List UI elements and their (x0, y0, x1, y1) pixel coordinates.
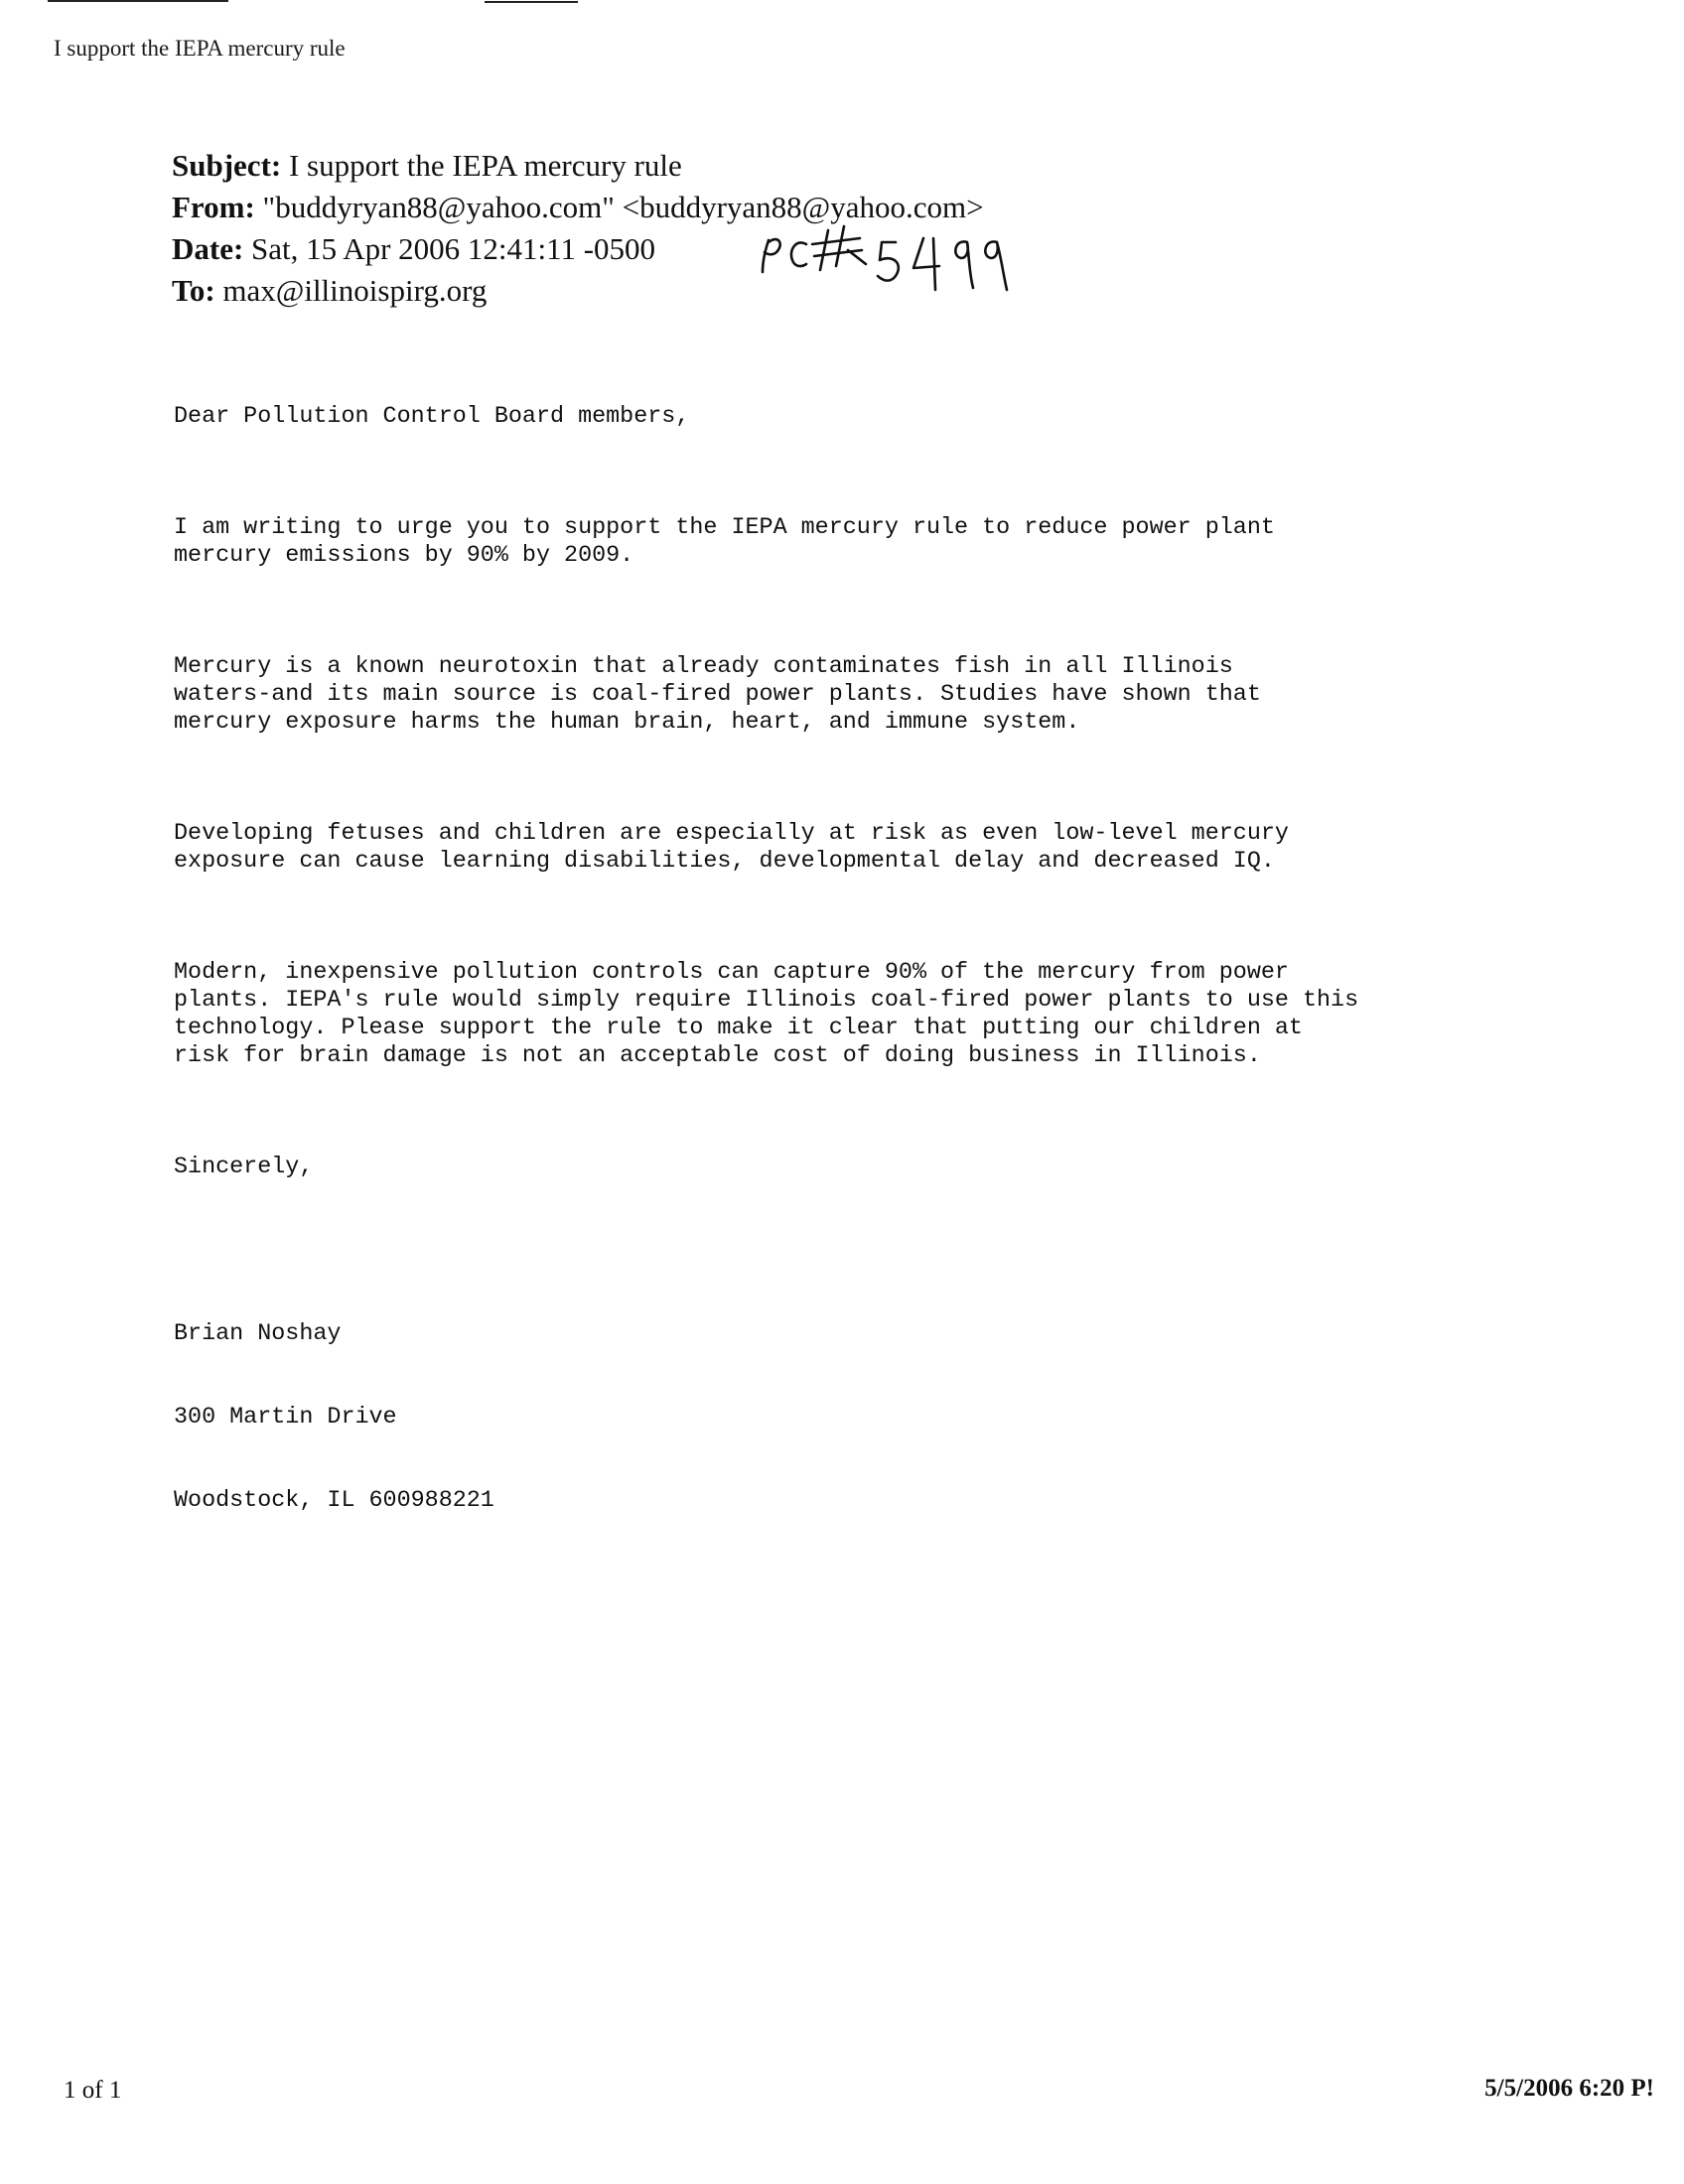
to-value: max@illinoispirg.org (222, 273, 488, 308)
subject-label: Subject: (172, 148, 282, 183)
printed-datetime: 5/5/2006 6:20 P! (1484, 2075, 1654, 2102)
signature-address-line2: Woodstock, IL 600988221 (174, 1488, 494, 1514)
page-count: 1 of 1 (64, 2077, 122, 2104)
date-label: Date: (172, 231, 244, 266)
page-header-title: I support the IEPA mercury rule (54, 36, 346, 61)
handwritten-pc-number (755, 220, 1052, 320)
date-value: Sat, 15 Apr 2006 12:41:11 -0500 (251, 231, 656, 266)
email-body (174, 347, 1544, 1598)
to-label: To: (172, 273, 215, 308)
body-paragraph: Developing fetuses and children are especially at risk as even low-level mercury exposure can cause learning disabilities, developmental delay and decreased IQ. (174, 821, 1289, 875)
body-paragraph: Mercury is a known neurotoxin that already contaminates fish in all Illinois waters-and its main source is coal-fired power plants. Studies have shown that mercury exposure harms the human brain, heart, and immune system. (174, 654, 1261, 736)
from-label: From: (172, 190, 255, 224)
scan-rule-left (48, 0, 228, 2)
signature-block (174, 1265, 1544, 1570)
subject-value: I support the IEPA mercury rule (288, 148, 682, 183)
signature-address-line1: 300 Martin Drive (174, 1405, 397, 1431)
salutation: Dear Pollution Control Board members, (174, 404, 690, 430)
signature-name: Brian Noshay (174, 1321, 342, 1347)
from-value: "buddyryan88@yahoo.com" <buddyryan88@yahoo.com> (262, 190, 984, 224)
subject-row (172, 145, 984, 187)
closing: Sincerely, (174, 1155, 314, 1180)
scan-rule-right (485, 1, 578, 3)
body-paragraph: I am writing to urge you to support the IEPA mercury rule to reduce power plant mercury emissions by 90% by 2009. (174, 515, 1275, 569)
body-paragraph: Modern, inexpensive pollution controls can capture 90% of the mercury from power plants. IEPA's rule would simply require Illinois coal-fired power plants to use this technology. Please support the rule to make it clear that putting our children at risk for brain damage is not an acceptable cost of doing business in Illinois. (174, 960, 1359, 1069)
